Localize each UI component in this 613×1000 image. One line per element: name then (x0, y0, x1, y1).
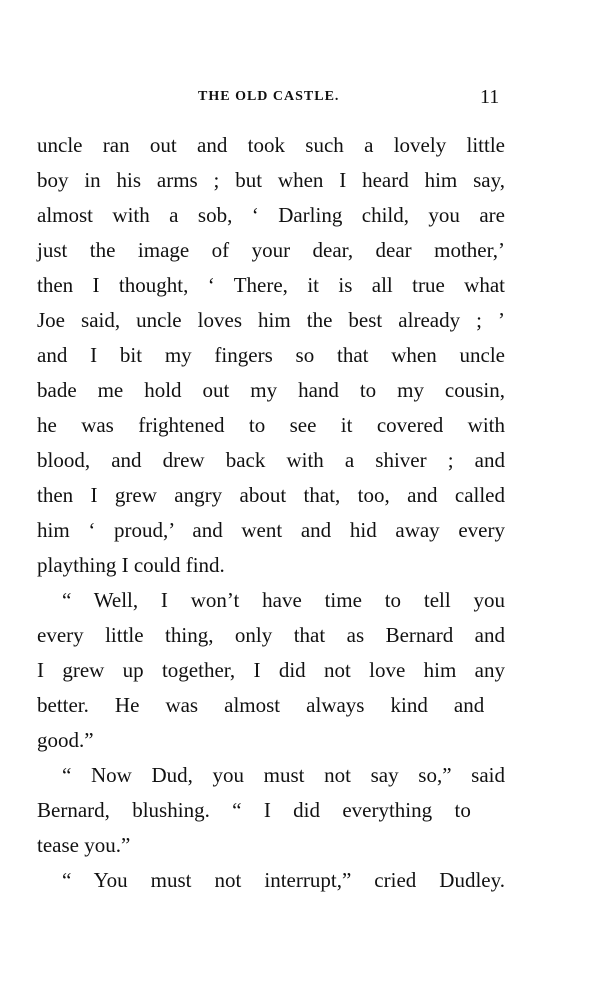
page-header (0, 86, 613, 112)
text-line: better. He was almost always kind and (37, 693, 485, 717)
text-line: uncle ran out and took such a lovely little (37, 133, 505, 157)
text-line: I grew up together, I did not love him any (37, 658, 505, 682)
text-line: almost with a sob, ‘ Darling child, you are (37, 203, 505, 227)
text-line: Bernard, blushing. “ I did everything to (37, 798, 471, 822)
text-line: blood, and drew back with a shiver ; and (37, 448, 505, 472)
text-line: then I grew angry about that, too, and called (37, 483, 505, 507)
text-line: plaything I could find. (37, 553, 225, 577)
text-line: “ You must not interrupt,” cried Dudley. (62, 868, 505, 892)
text-line: every little thing, only that as Bernard and (37, 623, 505, 647)
text-line: just the image of your dear, dear mother,’ (37, 238, 505, 262)
text-line: then I thought, ‘ There, it is all true what (37, 273, 505, 297)
text-line: “ Now Dud, you must not say so,” said (62, 763, 505, 787)
running-head: THE OLD CASTLE. (198, 89, 340, 104)
page-number: 11 (480, 86, 500, 108)
text-line: good.” (37, 728, 94, 752)
text-line: he was frightened to see it covered with (37, 413, 505, 437)
text-line: boy in his arms ; but when I heard him say, (37, 168, 505, 192)
text-line: Joe said, uncle loves him the best already ; ’ (37, 308, 505, 332)
text-line: “ Well, I won’t have time to tell you (62, 588, 505, 612)
text-line: bade me hold out my hand to my cousin, (37, 378, 505, 402)
text-line: him ‘ proud,’ and went and hid away every (37, 518, 505, 542)
text-line: and I bit my fingers so that when uncle (37, 343, 505, 367)
text-line: tease you.” (37, 833, 131, 857)
